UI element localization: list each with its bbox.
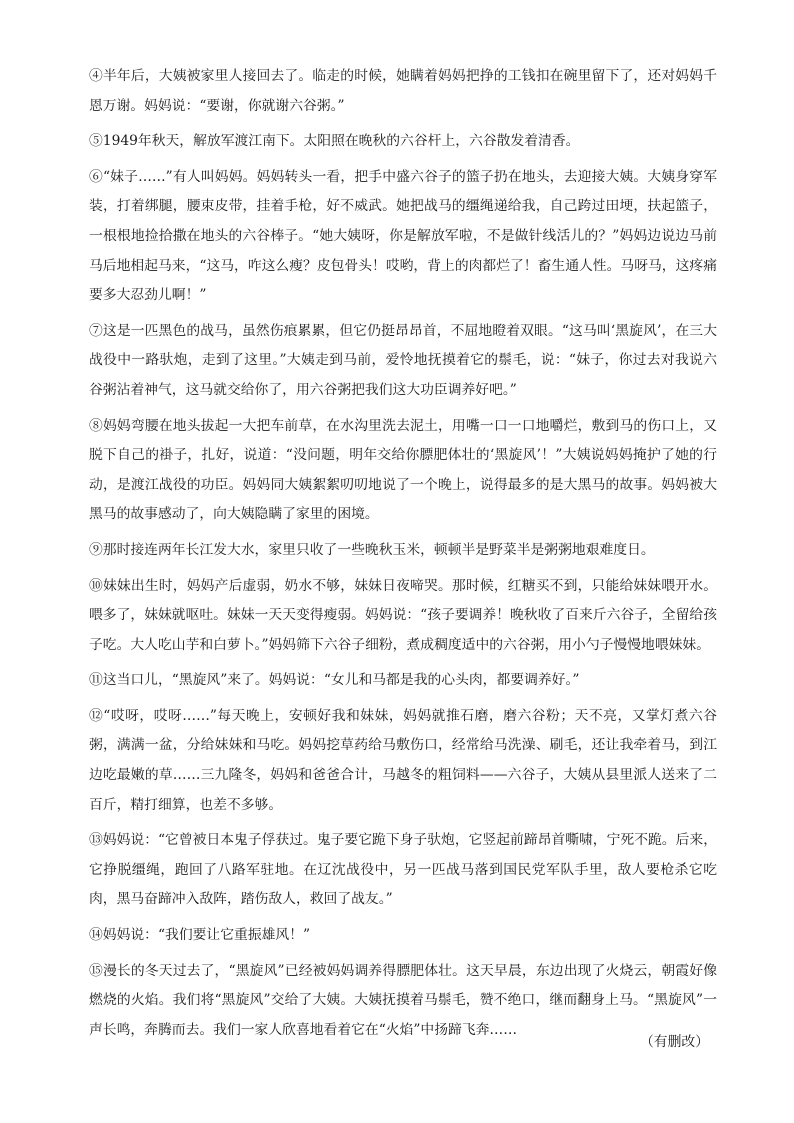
paragraph-10: ⑩妹妹出生时，妈妈产后虚弱，奶水不够，妹妹日夜啼哭。那时候，红糖买不到，只能给妹妹喂开水。喂多了，妹妹就呕吐。妹妹一天天变得瘦弱。妈妈说：“孩子要调养！晚秋收了百来斤六谷子，全留给孩子吃。大人吃山芋和白萝卜。”妈妈筛下六谷子细粉，煮成稠度适中的六谷粥，用小勺子慢慢地喂妹妹。 [89,577,717,653]
paragraph-11: ⑪这当口儿，“黑旋风”来了。妈妈说：“女儿和马都是我的心头肉，都要调养好。” [89,672,580,689]
paragraph-4: ④半年后，大姨被家里人接回去了。临走的时候，她瞒着妈妈把挣的工钱扣在碗里留下了，还对妈妈千恩万谢。妈妈说：“要谢，你就谢六谷粥。” [89,68,717,114]
edit-note: （有删改） [640,1034,709,1050]
paragraph-15: ⑮漫长的冬天过去了，“黑旋风”已经被妈妈调养得膘肥体壮。这天早晨，东边出现了火烧云，朝霞好像燃烧的火焰。我们将“黑旋风”交给了大姨。大姨抚摸着马鬃毛，赞不绝口，继而翻身上马。“黑旋风”一声长鸣，奔腾而去。我们一家人欣喜地看着它在“火焰”中扬蹄飞奔…… [89,962,717,1038]
paragraph-8: ⑧妈妈弯腰在地头拔起一大把车前草，在水沟里洗去泥土，用嘴一口一口地嚼烂，敷到马的伤口上，又脱下自己的褂子，扎好，说道：“没问题，明年交给你膘肥体壮的‘黑旋风’！”大姨说妈妈掩护了她的行动，是渡江战役的功臣。妈妈同大姨絮絮叨叨地说了一个晚上，说得最多的是大黑马的故事。妈妈被大黑马的故事感动了，向大姨隐瞒了家里的困境。 [89,417,717,523]
paragraph-7: ⑦这是一匹黑色的战马，虽然伤痕累累，但它仍挺昂昂首，不屈地瞪着双眼。“这马叫‘黑旋风’，在三大战役中一路驮炮，走到了这里。”大姨走到马前，爱怜地抚摸着它的鬃毛，说：“妹子，你过去对我说六谷粥沾着神气，这马就交给你了，用六谷粥把我们这大功臣调养好吧。” [89,322,717,398]
paragraph-13: ⑬妈妈说：“它曾被日本鬼子俘获过。鬼子要它跪下身子驮炮，它竖起前蹄昂首嘶啸，宁死不跪。后来，它挣脱缰绳，跑回了八路军驻地。在辽沈战役中，另一匹战马落到国民党军队手里，敌人要枪杀它吃肉，黑马奋蹄冲入敌阵，踏伤敌人，救回了战友。” [89,832,717,908]
paragraph-12: ⑫“哎呀，哎呀……”每天晚上，安顿好我和妹妹，妈妈就推石磨，磨六谷粉；天不亮，又掌灯煮六谷粥，满满一盆，分给妹妹和马吃。妈妈挖草药给马敷伤口，经常给马洗澡、刷毛，还让我牵着马，到江边吃最嫩的草……三九隆冬，妈妈和爸爸合计，马越冬的粗饲料——六谷子，大姨从县里派人送来了二百斤，精打细算，也差不多够。 [89,707,717,813]
article-body [89,62,717,1051]
paragraph-6: ⑥“妹子……”有人叫妈妈。妈妈转头一看，把手中盛六谷子的篮子扔在地头，去迎接大姨。大姨身穿军装，打着绑腿，腰束皮带，挂着手枪，好不威武。她把战马的缰绳递给我，自己跨过田埂，扶起篮子，一根根地捡拾撒在地头的六谷棒子。“她大姨呀，你是解放军啦，不是做针线活儿的？”妈妈边说边马前马后地相起马来，“这马，咋这么瘦？皮包骨头！哎哟，背上的肉都烂了！畜生通人性。马呀马，这疼痛要多大忍劲儿啊！” [89,168,717,304]
paragraph-14: ⑭妈妈说：“我们要让它重振雄风！” [89,927,311,944]
paragraph-5: ⑤1949年秋天，解放军渡江南下。太阳照在晚秋的六谷杆上，六谷散发着清香。 [89,133,580,150]
paragraph-9: ⑨那时接连两年长江发大水，家里只收了一些晚秋玉米，顿顿半是野菜半是粥粥地艰难度日。 [89,541,655,558]
